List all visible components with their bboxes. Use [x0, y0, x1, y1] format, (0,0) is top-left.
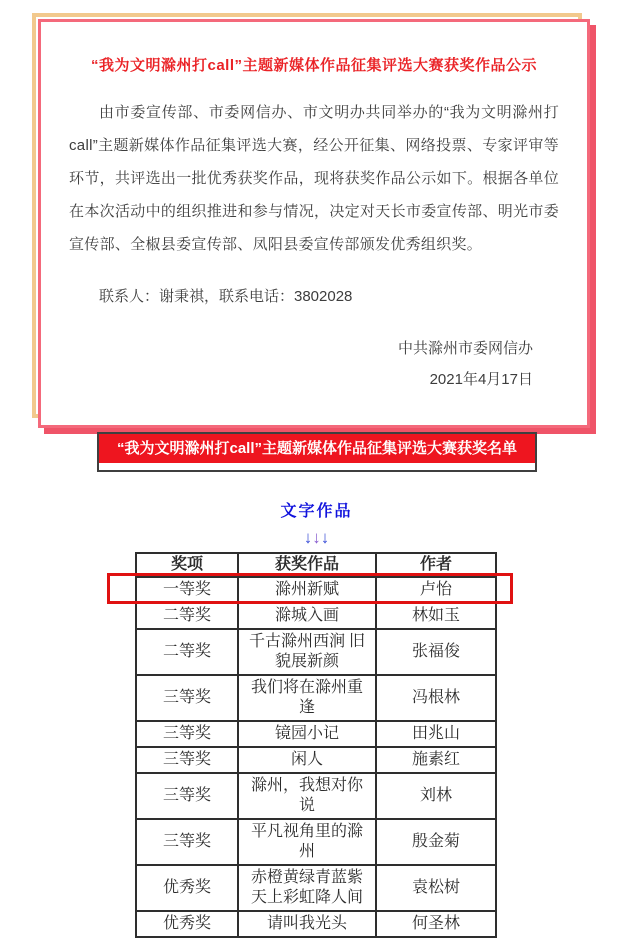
notice-body-paragraph: 由市委宣传部、市委网信办、市文明办共同举办的“我为文明滁州打call”主题新媒体作品征集评选大赛，经公开征集、网络投票、专家评审等环节，共评选出一批优秀获奖作品，现将获奖作品公示如下。根据各单位在本次活动中的组织推进和参与情况，决定对天长市委宣传部、明光市委宣传部、全椒县委宣传部、凤阳县委宣传部颁发优秀组织奖。: [69, 104, 559, 253]
award-cell: 三等奖: [136, 721, 238, 747]
work-cell: 我们将在滁州重逢: [238, 675, 376, 721]
work-cell: 千古滁州西涧 旧貌展新颜: [238, 629, 376, 675]
table-row: [136, 603, 496, 629]
notice-signer: 中共滁州市委网信办: [397, 340, 533, 357]
award-cell: 优秀奖: [136, 911, 238, 937]
award-cell: 三等奖: [136, 747, 238, 773]
table-row: [136, 911, 496, 937]
award-list-banner: [97, 432, 537, 472]
down-arrow-icon: ↓: [320, 528, 330, 547]
header-award: 奖项: [136, 553, 238, 577]
table-row: [136, 577, 496, 603]
work-cell: 镜园小记: [238, 721, 376, 747]
work-cell: 滁州，我想对你说: [238, 773, 376, 819]
notice-signature-block: [69, 333, 559, 395]
table-row: [136, 675, 496, 721]
header-author: 作者: [376, 553, 496, 577]
notice-box-inner: [38, 19, 590, 428]
awards-table: [135, 552, 497, 938]
award-cell: 三等奖: [136, 773, 238, 819]
award-cell: 一等奖: [136, 577, 238, 603]
table-row: [136, 629, 496, 675]
award-cell: 三等奖: [136, 675, 238, 721]
work-cell: 赤橙黄绿青蓝紫 天上彩虹降人间: [238, 865, 376, 911]
notice-date: 2021年4月17日: [429, 371, 533, 388]
author-cell: 林如玉: [376, 603, 496, 629]
award-cell: 优秀奖: [136, 865, 238, 911]
notice-box: [38, 19, 590, 428]
table-row: [136, 819, 496, 865]
table-row: [136, 773, 496, 819]
down-arrow-icon: ↓: [303, 528, 313, 547]
author-cell: 田兆山: [376, 721, 496, 747]
author-cell: 何圣林: [376, 911, 496, 937]
section-heading-text-works: 文字作品: [280, 503, 353, 520]
notice-contact-line: 联系人：谢秉祺，联系电话：3802028: [99, 288, 353, 305]
awards-table-body: [136, 577, 496, 937]
author-cell: 张福俊: [376, 629, 496, 675]
work-cell: 平凡视角里的滁州: [238, 819, 376, 865]
down-arrows: [0, 528, 633, 548]
author-cell: 卢怡: [376, 577, 496, 603]
author-cell: 袁松树: [376, 865, 496, 911]
author-cell: 施素红: [376, 747, 496, 773]
banner-title: “我为文明滁州打call”主题新媒体作品征集评选大赛获奖名单: [99, 434, 535, 463]
table-row: [136, 721, 496, 747]
header-work: 获奖作品: [238, 553, 376, 577]
banner-white-strip: [99, 463, 535, 470]
author-cell: 刘林: [376, 773, 496, 819]
table-row: [136, 865, 496, 911]
author-cell: 冯根林: [376, 675, 496, 721]
awards-table-wrap: [135, 552, 495, 938]
down-arrow-icon: ↓: [312, 528, 321, 547]
award-cell: 二等奖: [136, 629, 238, 675]
work-cell: 请叫我光头: [238, 911, 376, 937]
work-cell: 滁州新赋: [238, 577, 376, 603]
award-cell: 二等奖: [136, 603, 238, 629]
work-cell: 滁城入画: [238, 603, 376, 629]
notice-title: “我为文明滁州打call”主题新媒体作品征集评选大赛获奖作品公示: [90, 57, 538, 74]
author-cell: 殷金菊: [376, 819, 496, 865]
work-cell: 闲人: [238, 747, 376, 773]
table-header-row: [136, 553, 496, 577]
table-row: [136, 747, 496, 773]
award-cell: 三等奖: [136, 819, 238, 865]
